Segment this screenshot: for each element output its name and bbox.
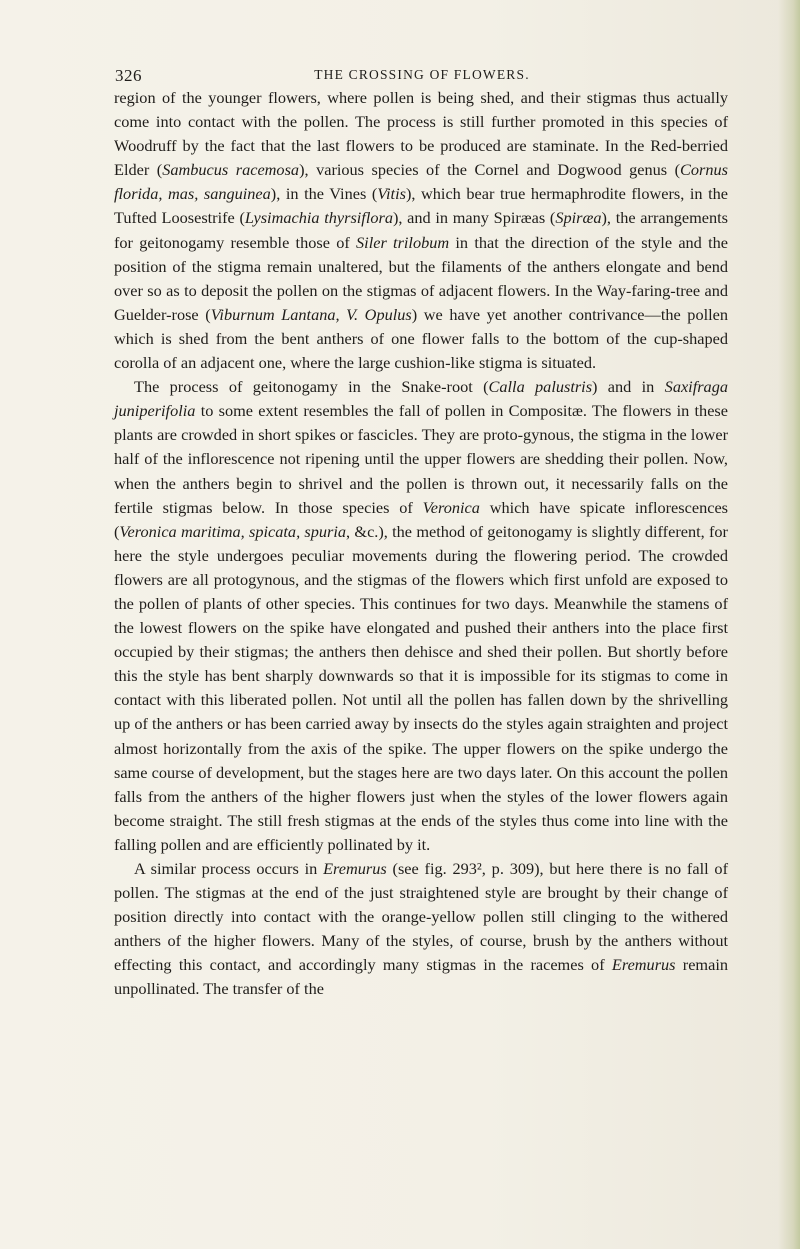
text-run: The process of geitonogamy in the Snake-root (	[134, 377, 489, 397]
text-run: which have spicate inflorescences (	[114, 497, 729, 541]
paragraph	[114, 86, 728, 375]
text-run: ), which bear true hermaphrodite flowers, in the Tufted Loosestrife (	[114, 184, 728, 228]
italic-run: Calla palustris	[488, 377, 593, 397]
text-run: ), and in many Spiræas (	[392, 208, 556, 228]
italic-run: Eremurus	[611, 955, 676, 975]
italic-run: Veronica	[422, 497, 480, 517]
text-run: , &c.), the method of geitonogamy is slightly different, for here the style undergoes peculiar movements during the flowering period. The crowded flowers are all protogynous, and the stigmas of the flowers which first unfold are exposed to the pollen of plants of other species. This continues for two days. Meanwhile the stamens of the lowest flowers on the spike have elongated and pushed their anthers into the place first occupied by their stigmas; the anthers then dehisce and shed their pollen. But shortly before this the style has bent sharply downwards so that it is impossible for its stigmas to come in contact with this liberated pollen. Not until all the pollen has fallen down by the shrivelling up of the anthers or has been carried away by insects do the styles again straighten and project almost horizontally from the axis of the spike. The upper flowers on the spike undergo the same course of development, but the stages here are two days later. On this account the pollen falls from the anthers of the higher flowers just when the styles of the lower flowers again become straight. The still fresh stigmas at the ends of the styles thus come into line with the falling pollen and are efficiently pollinated by it.	[114, 521, 728, 854]
body-text	[114, 86, 728, 1002]
italic-run: Eremurus	[323, 859, 387, 878]
page-header	[115, 66, 729, 88]
running-head: THE CROSSING OF FLOWERS.	[314, 67, 530, 82]
text-run: ) and in	[592, 377, 665, 397]
italic-run: Siler trilobum	[356, 232, 450, 252]
text-run: (see fig. 293², p. 309), but here there is no fall of pollen. The stigmas at the end of the just straightened style are brought by their change of position directly into contact with the orange-yellow pollen still clinging to the withered anthers of the higher flowers. Many of the styles, of course, brush by the anthers without effecting this contact, and accordingly many stigmas in the racemes of	[114, 859, 728, 975]
text-run: remain unpollinated. The transfer of the	[114, 955, 728, 999]
italic-run: Viburnum Lantana, V. Opulus	[210, 304, 412, 324]
italic-run: Vitis	[377, 184, 406, 204]
paragraph	[114, 857, 728, 1002]
italic-run: Sambucus racemosa	[162, 160, 300, 180]
italic-run: Spiræa	[555, 208, 602, 228]
text-run: to some extent resembles the fall of pollen in Compositæ. The flowers in these plants are crowded in short spikes or fascicles. They are proto-gynous, the stigma in the lower half of the inflorescence not ripening until the upper flowers are shedding their pollen. Now, when the anthers begin to shrivel and the pollen is thrown out, it necessarily falls on the fertile stigmas below. In those species of	[114, 401, 728, 517]
text-run: region of the younger flowers, where pollen is being shed, and their stigmas thus actually come into contact with the pollen. The process is still further promoted in this species of Woodruff by the fact that the last flowers to be produced are staminate. In the Red-berried Elder (	[114, 88, 728, 180]
italic-run: Saxifraga juniperifolia	[114, 377, 728, 421]
paragraph	[114, 375, 728, 857]
text-run: ) we have yet another contrivance—the pollen which is shed from the bent anthers of one flower falls to the bottom of the cup-shaped corolla of an adjacent one, where the large cushion-like stigma is situated.	[114, 304, 729, 373]
text-run: ), the arrangements for geitonogamy resemble those of	[114, 208, 728, 252]
italic-run: Cornus florida, mas, sanguinea	[114, 160, 729, 204]
page-number: 326	[115, 66, 142, 85]
text-run: in that the direction of the style and the position of the stigma remain unaltered, but the filaments of the anthers elongate and bend over so as to deposit the pollen on the stigmas of adjacent flowers. In the Way-faring-tree and Guelder-rose (	[114, 232, 728, 324]
italic-run: Veronica maritima, spicata, spuria	[119, 521, 347, 541]
italic-run: Lysimachia thyrsiflora	[244, 208, 393, 228]
text-run: ), in the Vines (	[270, 184, 378, 204]
text-run: A similar process occurs in	[134, 859, 324, 878]
page-edge-shadow	[778, 0, 800, 1249]
text-run: ), various species of the Cornel and Dogwood genus (	[299, 160, 681, 180]
